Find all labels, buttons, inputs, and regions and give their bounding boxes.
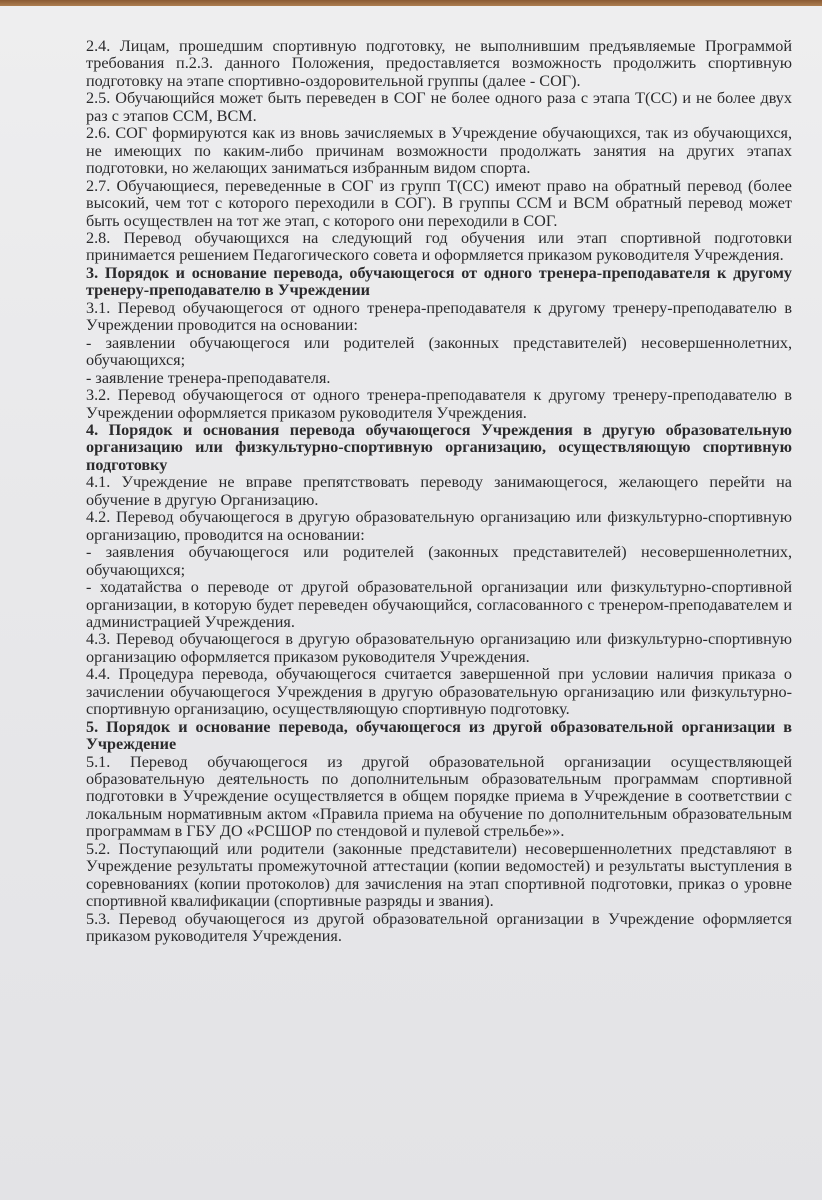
paragraph: 2.4. Лицам, прошедшим спортивную подготовку, не выполнившим предъявляемые Программой требования п.2.3. данного Положения, предоставляется возможность продолжить спортивную подготовку на этапе спортивно-оздоровительной группы (далее - СОГ). — [86, 37, 792, 90]
paragraph: - заявления обучающегося или родителей (законных представителей) несовершеннолетних, обучающихся; — [86, 543, 792, 579]
document-text — [86, 38, 792, 946]
section-heading: 4. Порядок и основания перевода обучающегося Учреждения в другую образовательную организацию или физкультурно-спортивную организацию, осуществляющую спортивную подготовку — [86, 420, 792, 474]
paragraph: 4.2. Перевод обучающегося в другую образовательную организацию или физкультурно-спортивную организацию, проводится на основании: — [86, 508, 792, 544]
paragraph: - заявлении обучающегося или родителей (законных представителей) несовершеннолетних, обучающихся; — [86, 333, 792, 370]
section-heading: 3. Порядок и основание перевода, обучающегося от одного тренера-преподавателя к другому тренеру-преподавателю в Учреждении — [86, 263, 792, 300]
section-heading: 5. Порядок и основание перевода, обучающегося из другой образовательной организации в Учреждение — [86, 717, 792, 754]
paragraph: 2.7. Обучающиеся, переведенные в СОГ из групп Т(СС) имеют право на обратный перевод (более высокий, чем тот с которого переходили в СОГ). В группы ССМ и ВСМ обратный перевод может быть осуществлен на тот же этап, с которого они переходили в СОГ. — [86, 176, 792, 230]
paragraph: 4.4. Процедура перевода, обучающегося считается завершенной при условии наличия приказа о зачислении обучающегося Учреждения в другую образовательную организацию или физкультурно-спортивную организацию, осуществляющую спортивную подготовку. — [86, 665, 792, 719]
paragraph: 5.3. Перевод обучающегося из другой образовательной организации в Учреждение оформляется приказом руководителя Учреждения. — [86, 909, 792, 946]
paragraph: 5.1. Перевод обучающегося из другой образовательной организации осуществляющей образовательную деятельность по дополнительным образовательным программам спортивной подготовки в Учреждение осуществляется в общем порядке приема в Учреждение в соответствии с локальным нормативным актом «Правила приема на обучение по дополнительным образовательным программам в ГБУ ДО «РСШОР по стендовой и пулевой стрельбе»». — [86, 752, 792, 841]
paragraph: 5.2. Поступающий или родители (законные представители) несовершеннолетних представляют в Учреждение результаты промежуточной аттестации (копии ведомостей) и результаты выступления в соревнованиях (копии протоколов) для зачисления на этап спортивной подготовки, приказ о уровне спортивной квалификации (спортивные разряды и звания). — [86, 839, 792, 911]
paragraph: 2.6. СОГ формируются как из вновь зачисляемых в Учреждение обучающихся, так из обучающихся, не имеющих по каким-либо причинам возможности продолжать занятия на других этапах подготовки, но желающих заниматься избранным видом спорта. — [86, 124, 792, 178]
paragraph: 3.1. Перевод обучающегося от одного тренера-преподавателя к другому тренеру-преподавателю в Учреждении проводится на основании: — [86, 298, 792, 335]
paragraph: 3.2. Перевод обучающегося от одного тренера-преподавателя к другому тренеру-преподавателю в Учреждении оформляется приказом руководителя Учреждения. — [86, 386, 792, 422]
paragraph: 4.1. Учреждение не вправе препятствовать переводу занимающегося, желающего перейти на обучение в другую Организацию. — [86, 473, 792, 509]
paragraph: 4.3. Перевод обучающегося в другую образовательную организацию или физкультурно-спортивную организацию оформляется приказом руководителя Учреждения. — [86, 630, 792, 666]
paragraph: 2.5. Обучающийся может быть переведен в СОГ не более одного раза с этапа Т(СС) и не более двух раз с этапов ССМ, ВСМ. — [86, 89, 792, 125]
paragraph: 2.8. Перевод обучающихся на следующий год обучения или этап спортивной подготовки принимается решением Педагогического совета и оформляется приказом руководителя Учреждения. — [86, 228, 792, 265]
paragraph: - ходатайства о переводе от другой образовательной организации или физкультурно-спортивной организации, в которую будет переведен обучающийся, согласованного с тренером-преподавателем и администрацией Учреждения. — [86, 578, 792, 631]
paragraph: - заявление тренера-преподавателя. — [86, 368, 331, 387]
